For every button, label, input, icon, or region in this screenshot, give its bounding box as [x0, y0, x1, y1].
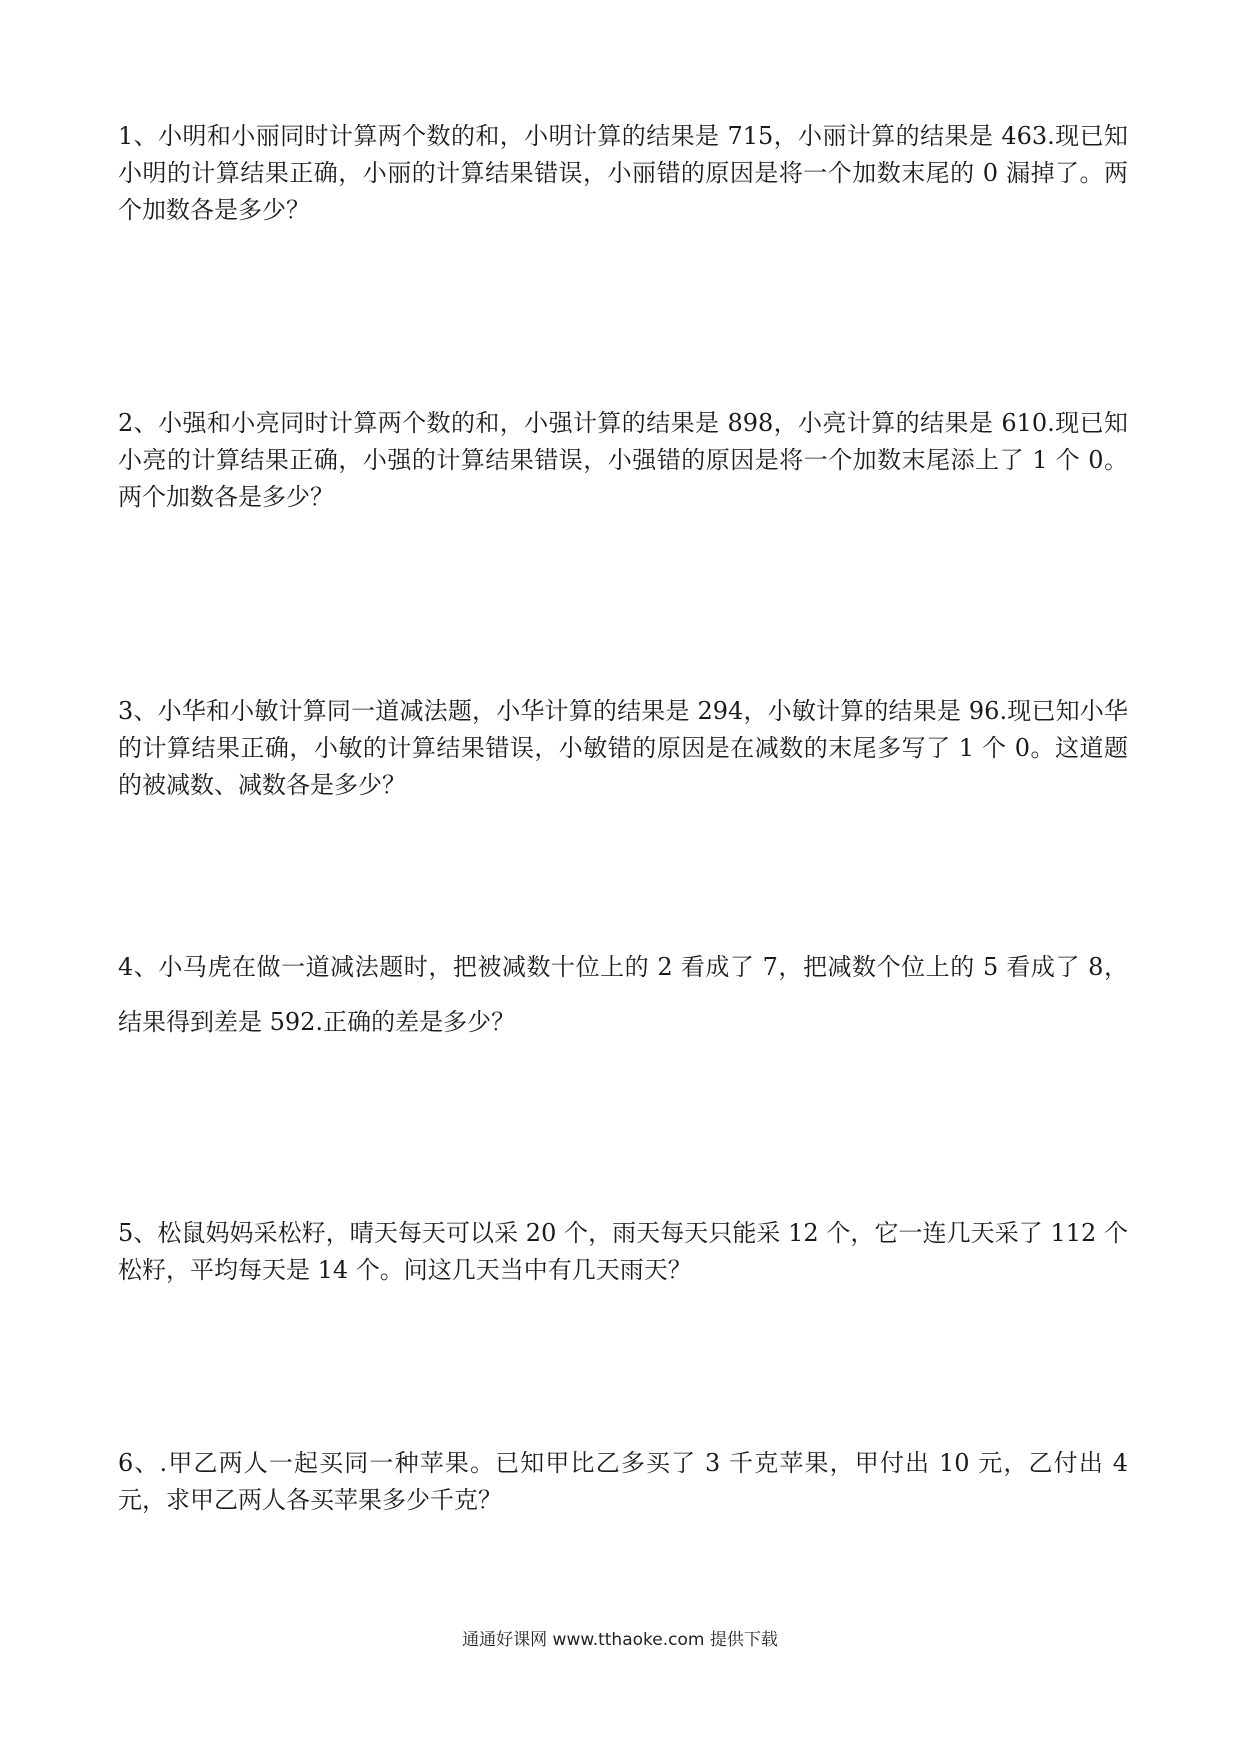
footer-source: 通通好课网 www.tthaoke.com 提供下载 [462, 1630, 778, 1650]
problem-1: 1、小明和小丽同时计算两个数的和，小明计算的结果是 715，小丽计算的结果是 463.现已知小明的计算结果正确，小丽的计算结果错误，小丽错的原因是将一个加数末尾的 0 漏掉了。两个加数各是多少？ [118, 122, 1128, 224]
problem-3: 3、小华和小敏计算同一道减法题，小华计算的结果是 294，小敏计算的结果是 96.现已知小华的计算结果正确，小敏的计算结果错误，小敏错的原因是在减数的末尾多写了 1 个 0。这道题的被减数、减数各是多少？ [118, 697, 1128, 799]
problem-5: 5、松鼠妈妈采松籽，晴天每天可以采 20 个，雨天每天只能采 12 个，它一连几天采了 112 个松籽，平均每天是 14 个。问这几天当中有几天雨天？ [118, 1219, 1128, 1284]
problem-4: 4、小马虎在做一道减法题时，把被减数十位上的 2 看成了 7，把减数个位上的 5 看成了 8，结果得到差是 592.正确的差是多少？ [118, 953, 1128, 1036]
problem-2: 2、小强和小亮同时计算两个数的和，小强计算的结果是 898，小亮计算的结果是 610.现已知小亮的计算结果正确，小强的计算结果错误，小强错的原因是将一个加数末尾添上了 1 个 0。两个加数各是多少？ [118, 409, 1128, 511]
problem-6: 6、.甲乙两人一起买同一种苹果。已知甲比乙多买了 3 千克苹果，甲付出 10 元，乙付出 4 元，求甲乙两人各买苹果多少千克？ [118, 1449, 1128, 1514]
